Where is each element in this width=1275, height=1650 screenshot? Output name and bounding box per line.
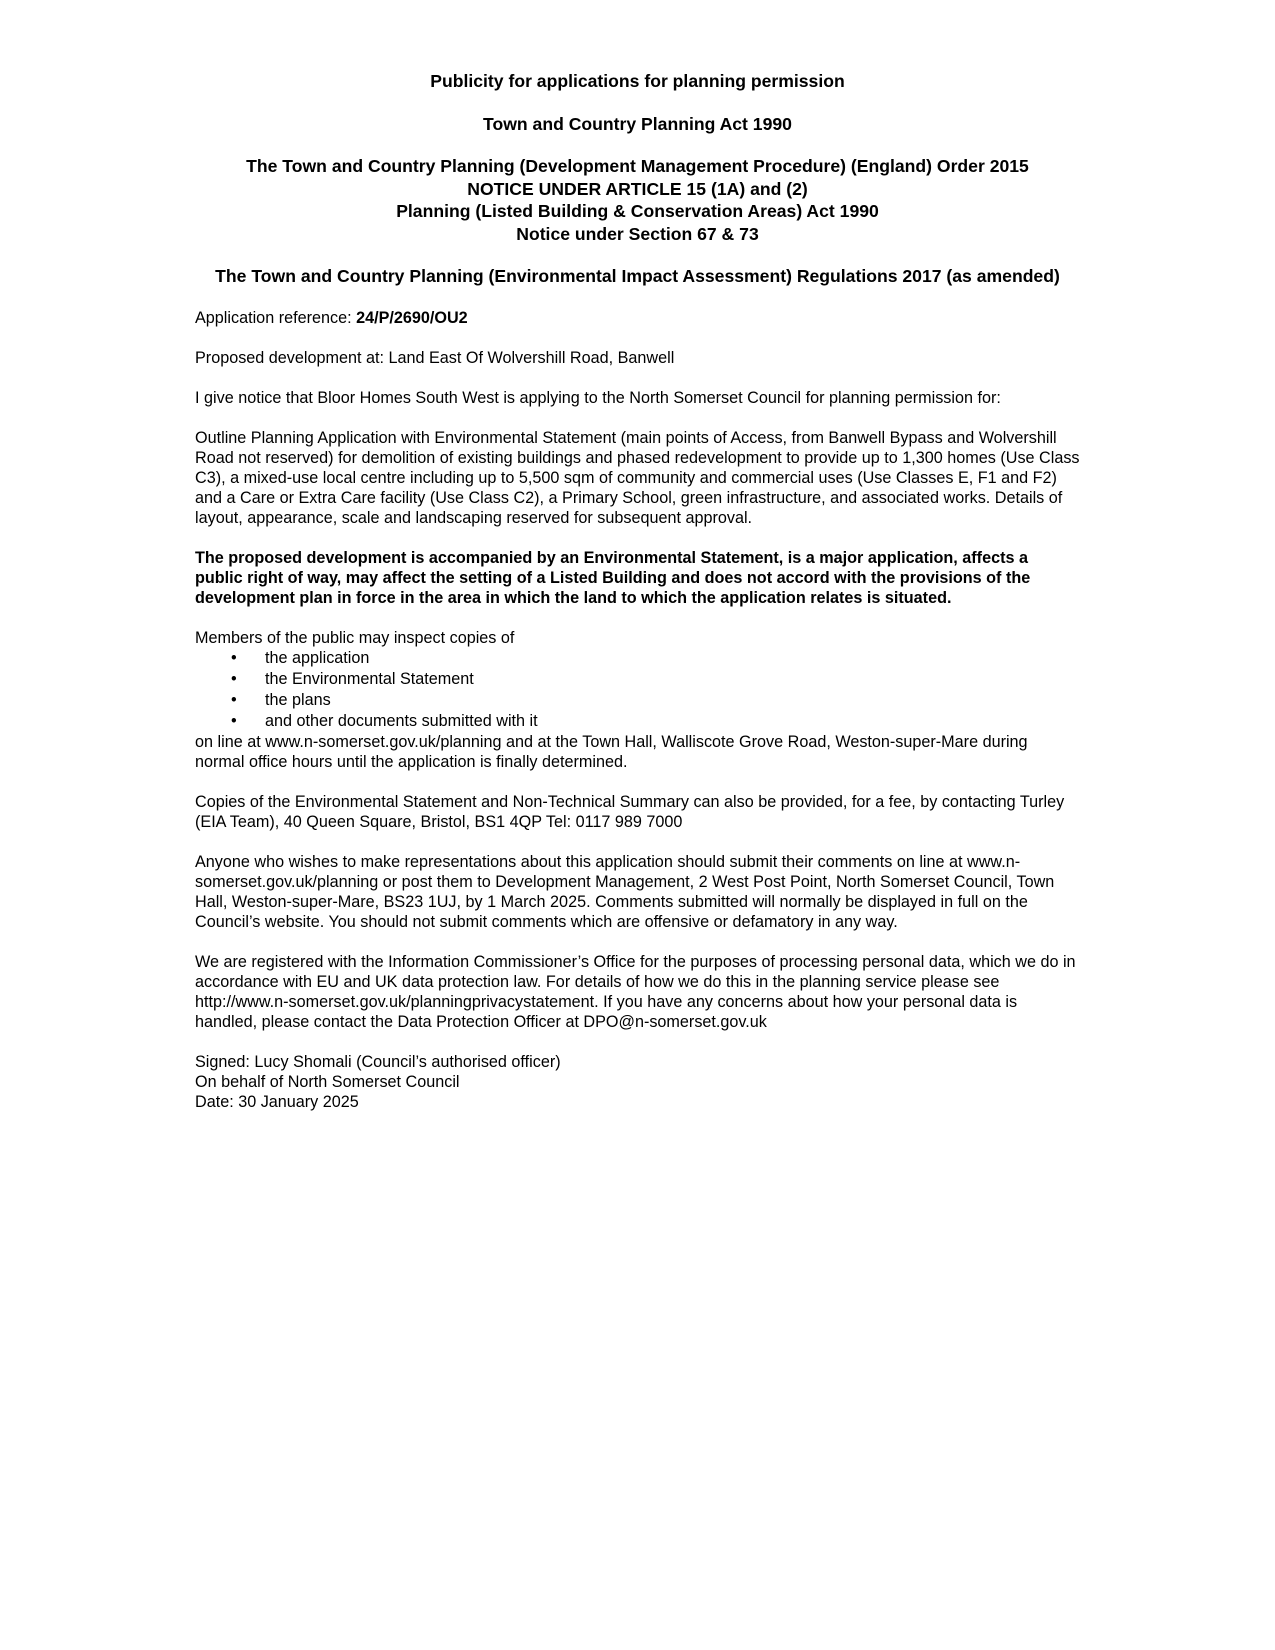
bullet-icon: • xyxy=(231,711,237,730)
application-reference-value: 24/P/2690/OU2 xyxy=(356,308,468,327)
application-reference-label: Application reference: xyxy=(195,308,357,327)
title-listed-building-act: Planning (Listed Building & Conservation Areas) Act 1990 xyxy=(396,201,879,221)
list-item xyxy=(195,648,1080,669)
title-article-15: NOTICE UNDER ARTICLE 15 (1A) and (2) xyxy=(467,178,808,199)
signature-block xyxy=(195,1052,1080,1112)
development-statement: The proposed development is accompanied by an Environmental Statement, is a major application, affects a public right of way, may affect the setting of a Listed Building and does not accord with the provisions of the development plan in force in the area in which the land to which the application relates is situated. xyxy=(195,548,1031,607)
title-publicity: Publicity for applications for planning permission xyxy=(430,71,845,91)
applicant-notice: I give notice that Bloor Homes South West is applying to the North Somerset Council for planning permission for: xyxy=(195,388,1001,407)
list-item-text: and other documents submitted with it xyxy=(265,711,538,730)
privacy-paragraph: We are registered with the Information Commissioner’s Office for the purposes of processing personal data, which we do in accordance with EU and UK data protection law. For details of how we do this in the planning service please see http://www.n-somerset.gov.uk/planningprivacystatement. If you have any concerns about how your personal data is handled, please contact the Data Protection Officer at DPO@n-somerset.gov.uk xyxy=(195,952,1076,1031)
bullet-icon: • xyxy=(231,669,237,688)
copies-paragraph: Copies of the Environmental Statement and Non-Technical Summary can also be provided, for a fee, by contacting Turley (EIA Team), 40 Queen Square, Bristol, BS1 4QP Tel: 0117 989 7000 xyxy=(195,792,1065,831)
bullet-icon: • xyxy=(231,648,237,667)
on-behalf-of: On behalf of North Somerset Council xyxy=(195,1072,460,1091)
notice-date: Date: 30 January 2025 xyxy=(195,1092,359,1111)
list-item-text: the plans xyxy=(265,690,331,709)
list-item-text: the Environmental Statement xyxy=(265,669,474,688)
signed-by: Signed: Lucy Shomali (Council’s authorised officer) xyxy=(195,1052,561,1071)
representations-paragraph: Anyone who wishes to make representations about this application should submit their comments on line at www.n-somerset.gov.uk/planning or post them to Development Management, 2 West Post Point, North Somerset Council, Town Hall, Weston-super-Mare, BS23 1UJ, by 1 March 2025. Comments submitted will normally be displayed in full on the Council’s website. You should not submit comments which are offensive or defamatory in any way. xyxy=(195,852,1055,931)
order-heading-group xyxy=(195,155,1080,245)
inspection-list xyxy=(195,648,1080,732)
development-description: Outline Planning Application with Environmental Statement (main points of Access, from Banwell Bypass and Wolvershill Road not reserved) for demolition of existing buildings and phased redevelopment to provide up to 1,300 homes (Use Class C3), a mixed-use local centre including up to 5,500 sqm of community and commercial uses (Use Classes E, F1 and F2) and a Care or Extra Care facility (Use Class C2), a Primary School, green infrastructure, and associated works. Details of layout, appearance, scale and landscaping reserved for subsequent approval. xyxy=(195,428,1080,527)
list-item xyxy=(195,690,1080,711)
title-section-67-73: Notice under Section 67 & 73 xyxy=(516,223,759,244)
inspection-section xyxy=(195,628,1080,772)
list-item-text: the application xyxy=(265,648,370,667)
development-location: Proposed development at: Land East Of Wolvershill Road, Banwell xyxy=(195,348,675,367)
bullet-icon: • xyxy=(231,690,237,709)
title-act-1990: Town and Country Planning Act 1990 xyxy=(483,113,792,134)
title-dmpo-order: The Town and Country Planning (Development Management Procedure) (England) Order 2015 xyxy=(246,156,1029,176)
title-eia-regulations: The Town and Country Planning (Environmental Impact Assessment) Regulations 2017 (as amended) xyxy=(215,266,1060,286)
inspection-intro: Members of the public may inspect copies of xyxy=(195,628,515,647)
inspection-location: on line at www.n-somerset.gov.uk/planning and at the Town Hall, Walliscote Grove Road, Weston-super-Mare during normal office hours until the application is finally determined. xyxy=(195,732,1028,771)
list-item xyxy=(195,711,1080,732)
list-item xyxy=(195,669,1080,690)
application-reference xyxy=(195,308,1080,328)
